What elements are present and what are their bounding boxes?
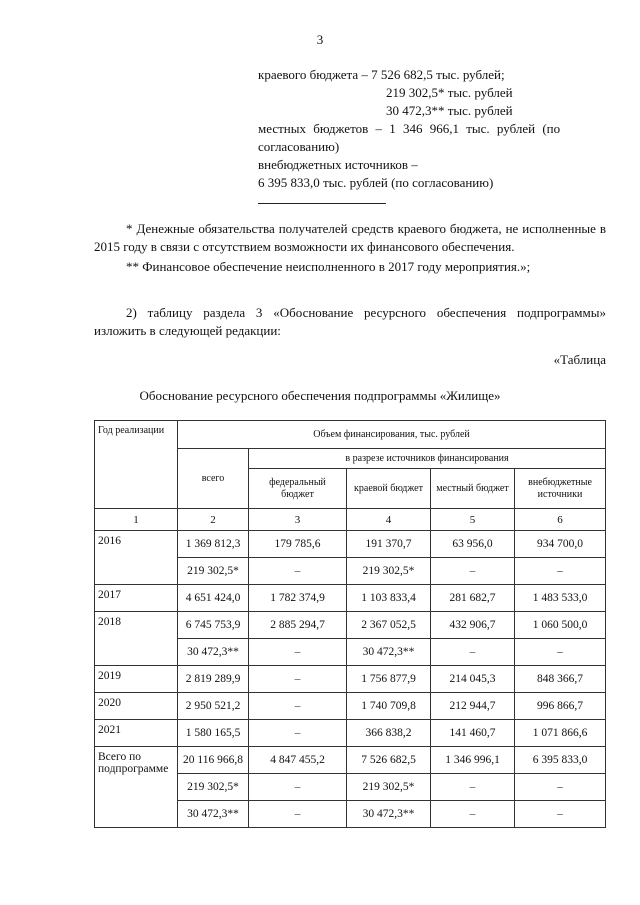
cell-federal: – bbox=[249, 558, 347, 585]
resource-table bbox=[94, 420, 606, 828]
cell-local: 214 045,3 bbox=[431, 666, 515, 693]
cell-regional: 366 838,2 bbox=[347, 720, 431, 747]
table-row bbox=[95, 585, 606, 612]
cell-extra: – bbox=[515, 639, 606, 666]
cell-regional: 7 526 682,5 bbox=[347, 747, 431, 774]
financing-line-extra: внебюджетных источников – bbox=[258, 157, 418, 172]
header-federal: федеральный бюджет bbox=[249, 469, 347, 509]
header-regional: краевой бюджет bbox=[347, 469, 431, 509]
cell-extra: 934 700,0 bbox=[515, 531, 606, 558]
year-cell: 2018 bbox=[95, 612, 178, 666]
cell-regional: 219 302,5* bbox=[347, 774, 431, 801]
cell-total: 2 950 521,2 bbox=[178, 693, 249, 720]
cell-extra: – bbox=[515, 558, 606, 585]
cell-federal: – bbox=[249, 639, 347, 666]
header-by-source: в разрезе источников финансирования bbox=[249, 449, 606, 469]
column-numbers-row bbox=[95, 509, 606, 531]
cell-federal: – bbox=[249, 693, 347, 720]
table-row bbox=[95, 720, 606, 747]
cell-federal: 2 885 294,7 bbox=[249, 612, 347, 639]
year-cell: 2017 bbox=[95, 585, 178, 612]
table-title: Обоснование ресурсного обеспечения подпрограммы «Жилище» bbox=[139, 388, 501, 403]
cell-extra: 848 366,7 bbox=[515, 666, 606, 693]
financing-line-extra-value: 6 395 833,0 тыс. рублей (по согласованию) bbox=[258, 175, 494, 190]
cell-extra: 1 483 533,0 bbox=[515, 585, 606, 612]
cell-extra: 1 060 500,0 bbox=[515, 612, 606, 639]
col-number: 5 bbox=[431, 509, 515, 531]
financing-block bbox=[258, 66, 618, 192]
table-label: «Таблица bbox=[553, 352, 606, 367]
year-cell: 2020 bbox=[95, 693, 178, 720]
year-cell: 2016 bbox=[95, 531, 178, 585]
item-2-paragraph: 2) таблицу раздела 3 «Обоснование ресурсного обеспечения подпрограммы» изложить в следующей редакции: bbox=[94, 305, 606, 338]
col-number: 4 bbox=[347, 509, 431, 531]
cell-total: 2 819 289,9 bbox=[178, 666, 249, 693]
cell-total: 219 302,5* bbox=[178, 774, 249, 801]
col-number: 2 bbox=[178, 509, 249, 531]
table-row bbox=[95, 747, 606, 774]
cell-total: 30 472,3** bbox=[178, 801, 249, 828]
total-label-cell: Всего по подпрограмме bbox=[95, 747, 178, 828]
header-year: Год реализации bbox=[95, 421, 178, 509]
cell-total: 4 651 424,0 bbox=[178, 585, 249, 612]
cell-regional: 1 740 709,8 bbox=[347, 693, 431, 720]
year-cell: 2021 bbox=[95, 720, 178, 747]
cell-extra: 6 395 833,0 bbox=[515, 747, 606, 774]
cell-federal: 1 782 374,9 bbox=[249, 585, 347, 612]
cell-local: 63 956,0 bbox=[431, 531, 515, 558]
cell-local: – bbox=[431, 639, 515, 666]
table-row bbox=[95, 531, 606, 558]
col-number: 6 bbox=[515, 509, 606, 531]
cell-regional: 1 103 833,4 bbox=[347, 585, 431, 612]
table-row bbox=[95, 693, 606, 720]
cell-federal: 179 785,6 bbox=[249, 531, 347, 558]
financing-line-local: местных бюджетов – 1 346 966,1 тыс. рублей (по bbox=[258, 121, 561, 136]
cell-extra: – bbox=[515, 801, 606, 828]
year-cell: 2019 bbox=[95, 666, 178, 693]
cell-regional: 2 367 052,5 bbox=[347, 612, 431, 639]
cell-regional: 191 370,7 bbox=[347, 531, 431, 558]
cell-local: – bbox=[431, 801, 515, 828]
cell-local: 212 944,7 bbox=[431, 693, 515, 720]
page-number: 3 bbox=[316, 32, 324, 47]
cell-total: 6 745 753,9 bbox=[178, 612, 249, 639]
table-row bbox=[95, 666, 606, 693]
col-number: 1 bbox=[95, 509, 178, 531]
cell-total: 30 472,3** bbox=[178, 639, 249, 666]
cell-total: 20 116 966,8 bbox=[178, 747, 249, 774]
cell-regional: 30 472,3** bbox=[347, 801, 431, 828]
financing-line-regional-dstar: 30 472,3** тыс. рублей bbox=[386, 103, 513, 118]
table-row bbox=[95, 612, 606, 639]
footnote-1: * Денежные обязательства получателей средств краевого бюджета, не исполненные в 2015 году в связи с отсутствием возможности их финансового обеспечения. bbox=[94, 221, 606, 254]
cell-extra: 996 866,7 bbox=[515, 693, 606, 720]
header-local: местный бюджет bbox=[431, 469, 515, 509]
footnote-rule bbox=[258, 203, 386, 204]
financing-line-regional: краевого бюджета – 7 526 682,5 тыс. рублей; bbox=[258, 67, 505, 82]
cell-local: 141 460,7 bbox=[431, 720, 515, 747]
financing-line-local-cont: согласованию) bbox=[258, 139, 340, 154]
cell-total: 219 302,5* bbox=[178, 558, 249, 585]
cell-local: 1 346 996,1 bbox=[431, 747, 515, 774]
cell-local: 281 682,7 bbox=[431, 585, 515, 612]
header-extra: внебюджетные источники bbox=[515, 469, 606, 509]
cell-extra: 1 071 866,6 bbox=[515, 720, 606, 747]
cell-regional: 30 472,3** bbox=[347, 639, 431, 666]
cell-federal: – bbox=[249, 774, 347, 801]
cell-local: 432 906,7 bbox=[431, 612, 515, 639]
col-number: 3 bbox=[249, 509, 347, 531]
footnotes bbox=[94, 220, 606, 276]
cell-local: – bbox=[431, 774, 515, 801]
cell-total: 1 580 165,5 bbox=[178, 720, 249, 747]
footnote-2: ** Финансовое обеспечение неисполненного в 2017 году мероприятия.»; bbox=[126, 259, 531, 274]
cell-local: – bbox=[431, 558, 515, 585]
cell-federal: – bbox=[249, 801, 347, 828]
cell-regional: 219 302,5* bbox=[347, 558, 431, 585]
cell-federal: – bbox=[249, 666, 347, 693]
cell-regional: 1 756 877,9 bbox=[347, 666, 431, 693]
header-total: всего bbox=[178, 449, 249, 509]
cell-federal: – bbox=[249, 720, 347, 747]
header-volume: Объем финансирования, тыс. рублей bbox=[178, 421, 606, 449]
cell-total: 1 369 812,3 bbox=[178, 531, 249, 558]
cell-federal: 4 847 455,2 bbox=[249, 747, 347, 774]
financing-line-regional-star: 219 302,5* тыс. рублей bbox=[386, 85, 513, 100]
cell-extra: – bbox=[515, 774, 606, 801]
